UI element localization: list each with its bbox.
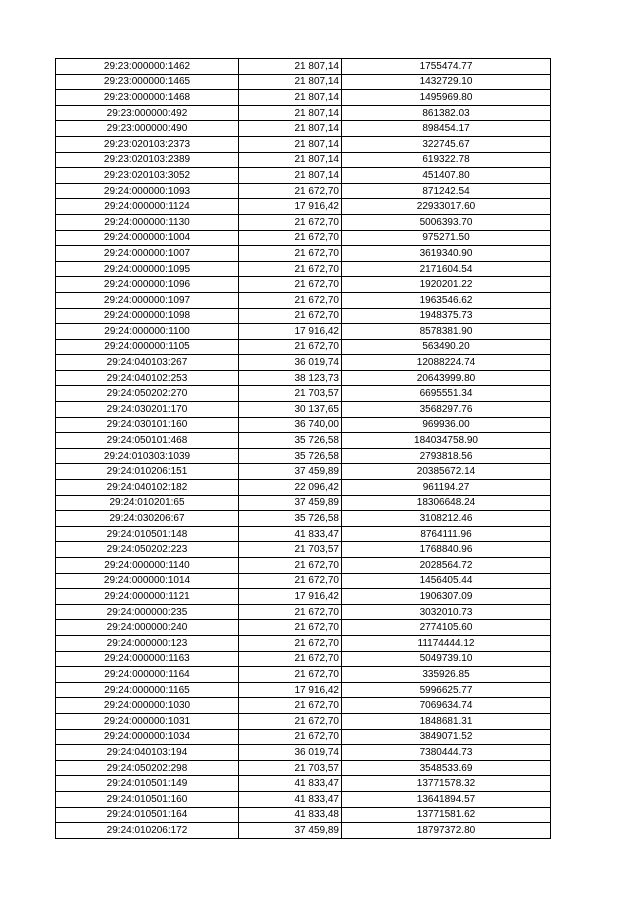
cost-value-cell: 13771581.62 bbox=[342, 807, 551, 823]
table-row bbox=[56, 667, 551, 683]
cadastral-number-cell: 29:24:000000:1031 bbox=[56, 713, 239, 729]
table-row bbox=[56, 152, 551, 168]
area-value-cell: 21 672,70 bbox=[239, 230, 342, 246]
cadastral-number-cell: 29:24:010303:1039 bbox=[56, 448, 239, 464]
cost-value-cell: 322745.67 bbox=[342, 136, 551, 152]
cost-value-cell: 8764111.96 bbox=[342, 526, 551, 542]
table-row bbox=[56, 511, 551, 527]
cadastral-number-cell: 29:24:040102:182 bbox=[56, 480, 239, 496]
table-row bbox=[56, 402, 551, 418]
cost-value-cell: 451407.80 bbox=[342, 168, 551, 184]
table-row bbox=[56, 480, 551, 496]
table-row bbox=[56, 277, 551, 293]
table-row bbox=[56, 807, 551, 823]
area-value-cell: 41 833,47 bbox=[239, 791, 342, 807]
cost-value-cell: 2793818.56 bbox=[342, 448, 551, 464]
cadastral-number-cell: 29:24:030101:160 bbox=[56, 417, 239, 433]
cadastral-number-cell: 29:24:000000:235 bbox=[56, 604, 239, 620]
table-row bbox=[56, 729, 551, 745]
cadastral-number-cell: 29:24:000000:1165 bbox=[56, 682, 239, 698]
cadastral-number-cell: 29:23:000000:1462 bbox=[56, 59, 239, 75]
cost-value-cell: 3032010.73 bbox=[342, 604, 551, 620]
cost-value-cell: 3619340.90 bbox=[342, 246, 551, 262]
table-row bbox=[56, 121, 551, 137]
cost-value-cell: 8578381.90 bbox=[342, 324, 551, 340]
cost-value-cell: 563490.20 bbox=[342, 339, 551, 355]
area-value-cell: 35 726,58 bbox=[239, 433, 342, 449]
cost-value-cell: 1948375.73 bbox=[342, 308, 551, 324]
cadastral-number-cell: 29:23:020103:3052 bbox=[56, 168, 239, 184]
table-row bbox=[56, 464, 551, 480]
table-row bbox=[56, 261, 551, 277]
area-value-cell: 21 672,70 bbox=[239, 651, 342, 667]
area-value-cell: 35 726,58 bbox=[239, 448, 342, 464]
cadastral-number-cell: 29:24:000000:1030 bbox=[56, 698, 239, 714]
table-row bbox=[56, 417, 551, 433]
area-value-cell: 41 833,47 bbox=[239, 526, 342, 542]
area-value-cell: 21 672,70 bbox=[239, 214, 342, 230]
table-row bbox=[56, 168, 551, 184]
table-row bbox=[56, 59, 551, 75]
cadastral-table bbox=[55, 58, 551, 839]
area-value-cell: 21 807,14 bbox=[239, 152, 342, 168]
area-value-cell: 41 833,47 bbox=[239, 776, 342, 792]
cost-value-cell: 1848681.31 bbox=[342, 713, 551, 729]
area-value-cell: 35 726,58 bbox=[239, 511, 342, 527]
cadastral-number-cell: 29:24:000000:240 bbox=[56, 620, 239, 636]
area-value-cell: 21 672,70 bbox=[239, 635, 342, 651]
cadastral-number-cell: 29:24:000000:1014 bbox=[56, 573, 239, 589]
area-value-cell: 21 807,14 bbox=[239, 59, 342, 75]
table-row bbox=[56, 90, 551, 106]
cadastral-number-cell: 29:24:010201:65 bbox=[56, 495, 239, 511]
cadastral-number-cell: 29:24:000000:1121 bbox=[56, 589, 239, 605]
area-value-cell: 21 807,14 bbox=[239, 136, 342, 152]
area-value-cell: 36 019,74 bbox=[239, 745, 342, 761]
cadastral-number-cell: 29:24:030201:170 bbox=[56, 402, 239, 418]
cost-value-cell: 5006393.70 bbox=[342, 214, 551, 230]
area-value-cell: 21 672,70 bbox=[239, 277, 342, 293]
cadastral-number-cell: 29:24:000000:1105 bbox=[56, 339, 239, 355]
cost-value-cell: 861382.03 bbox=[342, 105, 551, 121]
area-value-cell: 21 672,70 bbox=[239, 573, 342, 589]
table-row bbox=[56, 651, 551, 667]
cadastral-number-cell: 29:24:000000:1097 bbox=[56, 292, 239, 308]
table-row bbox=[56, 558, 551, 574]
cadastral-number-cell: 29:24:000000:1130 bbox=[56, 214, 239, 230]
cost-value-cell: 20385672.14 bbox=[342, 464, 551, 480]
cadastral-number-cell: 29:24:010501:160 bbox=[56, 791, 239, 807]
cost-value-cell: 1906307.09 bbox=[342, 589, 551, 605]
cadastral-number-cell: 29:24:000000:1007 bbox=[56, 246, 239, 262]
table-row bbox=[56, 74, 551, 90]
table-row bbox=[56, 526, 551, 542]
area-value-cell: 36 740,00 bbox=[239, 417, 342, 433]
area-value-cell: 21 672,70 bbox=[239, 620, 342, 636]
area-value-cell: 21 672,70 bbox=[239, 558, 342, 574]
cadastral-number-cell: 29:23:000000:490 bbox=[56, 121, 239, 137]
area-value-cell: 21 672,70 bbox=[239, 292, 342, 308]
table-row bbox=[56, 324, 551, 340]
table-row bbox=[56, 573, 551, 589]
cadastral-number-cell: 29:23:000000:492 bbox=[56, 105, 239, 121]
area-value-cell: 21 672,70 bbox=[239, 261, 342, 277]
area-value-cell: 21 672,70 bbox=[239, 339, 342, 355]
table-row bbox=[56, 308, 551, 324]
area-value-cell: 21 703,57 bbox=[239, 386, 342, 402]
cost-value-cell: 1768840.96 bbox=[342, 542, 551, 558]
cadastral-number-cell: 29:24:000000:1095 bbox=[56, 261, 239, 277]
cost-value-cell: 619322.78 bbox=[342, 152, 551, 168]
cadastral-number-cell: 29:23:000000:1468 bbox=[56, 90, 239, 106]
area-value-cell: 37 459,89 bbox=[239, 464, 342, 480]
table-body bbox=[56, 59, 551, 839]
cadastral-number-cell: 29:24:040102:253 bbox=[56, 370, 239, 386]
cadastral-number-cell: 29:24:000000:1163 bbox=[56, 651, 239, 667]
cost-value-cell: 22933017.60 bbox=[342, 199, 551, 215]
area-value-cell: 30 137,65 bbox=[239, 402, 342, 418]
cadastral-number-cell: 29:24:010501:149 bbox=[56, 776, 239, 792]
table-row bbox=[56, 433, 551, 449]
area-value-cell: 37 459,89 bbox=[239, 823, 342, 839]
cost-value-cell: 13641894.57 bbox=[342, 791, 551, 807]
cost-value-cell: 5049739.10 bbox=[342, 651, 551, 667]
cost-value-cell: 871242.54 bbox=[342, 183, 551, 199]
table-row bbox=[56, 745, 551, 761]
table-row bbox=[56, 370, 551, 386]
table-row bbox=[56, 791, 551, 807]
cost-value-cell: 2171604.54 bbox=[342, 261, 551, 277]
cost-value-cell: 6695551.34 bbox=[342, 386, 551, 402]
cadastral-number-cell: 29:24:000000:1164 bbox=[56, 667, 239, 683]
area-value-cell: 21 703,57 bbox=[239, 760, 342, 776]
cadastral-number-cell: 29:24:000000:1004 bbox=[56, 230, 239, 246]
table-row bbox=[56, 604, 551, 620]
area-value-cell: 21 672,70 bbox=[239, 713, 342, 729]
table-row bbox=[56, 713, 551, 729]
area-value-cell: 41 833,48 bbox=[239, 807, 342, 823]
table-row bbox=[56, 230, 551, 246]
cadastral-number-cell: 29:24:010206:151 bbox=[56, 464, 239, 480]
cadastral-number-cell: 29:24:010501:164 bbox=[56, 807, 239, 823]
cadastral-number-cell: 29:24:000000:1096 bbox=[56, 277, 239, 293]
cadastral-number-cell: 29:24:000000:1100 bbox=[56, 324, 239, 340]
area-value-cell: 21 807,14 bbox=[239, 121, 342, 137]
area-value-cell: 21 807,14 bbox=[239, 105, 342, 121]
cadastral-number-cell: 29:24:040103:267 bbox=[56, 355, 239, 371]
area-value-cell: 21 807,14 bbox=[239, 168, 342, 184]
table-row bbox=[56, 183, 551, 199]
area-value-cell: 17 916,42 bbox=[239, 589, 342, 605]
area-value-cell: 21 807,14 bbox=[239, 74, 342, 90]
cadastral-number-cell: 29:24:030206:67 bbox=[56, 511, 239, 527]
cadastral-number-cell: 29:24:050101:468 bbox=[56, 433, 239, 449]
cost-value-cell: 1456405.44 bbox=[342, 573, 551, 589]
cadastral-number-cell: 29:24:010501:148 bbox=[56, 526, 239, 542]
table-row bbox=[56, 760, 551, 776]
table-row bbox=[56, 386, 551, 402]
table-row bbox=[56, 776, 551, 792]
cost-value-cell: 3108212.46 bbox=[342, 511, 551, 527]
table-row bbox=[56, 635, 551, 651]
cadastral-number-cell: 29:23:000000:1465 bbox=[56, 74, 239, 90]
cost-value-cell: 7069634.74 bbox=[342, 698, 551, 714]
area-value-cell: 22 096,42 bbox=[239, 480, 342, 496]
cadastral-number-cell: 29:24:040103:194 bbox=[56, 745, 239, 761]
cost-value-cell: 898454.17 bbox=[342, 121, 551, 137]
cost-value-cell: 3548533.69 bbox=[342, 760, 551, 776]
cost-value-cell: 3568297.76 bbox=[342, 402, 551, 418]
area-value-cell: 17 916,42 bbox=[239, 324, 342, 340]
table-row bbox=[56, 339, 551, 355]
cost-value-cell: 5996625.77 bbox=[342, 682, 551, 698]
cadastral-number-cell: 29:24:050202:270 bbox=[56, 386, 239, 402]
cost-value-cell: 20643999.80 bbox=[342, 370, 551, 386]
cadastral-number-cell: 29:24:050202:223 bbox=[56, 542, 239, 558]
area-value-cell: 21 672,70 bbox=[239, 729, 342, 745]
cost-value-cell: 335926.85 bbox=[342, 667, 551, 683]
cadastral-number-cell: 29:24:000000:1140 bbox=[56, 558, 239, 574]
cost-value-cell: 12088224.74 bbox=[342, 355, 551, 371]
cadastral-number-cell: 29:24:000000:123 bbox=[56, 635, 239, 651]
area-value-cell: 21 703,57 bbox=[239, 542, 342, 558]
area-value-cell: 21 672,70 bbox=[239, 698, 342, 714]
table-row bbox=[56, 199, 551, 215]
table-row bbox=[56, 136, 551, 152]
table-row bbox=[56, 105, 551, 121]
cost-value-cell: 969936.00 bbox=[342, 417, 551, 433]
area-value-cell: 37 459,89 bbox=[239, 495, 342, 511]
cost-value-cell: 2028564.72 bbox=[342, 558, 551, 574]
cadastral-number-cell: 29:23:020103:2389 bbox=[56, 152, 239, 168]
cost-value-cell: 13771578.32 bbox=[342, 776, 551, 792]
area-value-cell: 38 123,73 bbox=[239, 370, 342, 386]
cost-value-cell: 18306648.24 bbox=[342, 495, 551, 511]
cost-value-cell: 11174444.12 bbox=[342, 635, 551, 651]
area-value-cell: 21 672,70 bbox=[239, 246, 342, 262]
area-value-cell: 36 019,74 bbox=[239, 355, 342, 371]
cost-value-cell: 18797372.80 bbox=[342, 823, 551, 839]
table-row bbox=[56, 246, 551, 262]
cost-value-cell: 1432729.10 bbox=[342, 74, 551, 90]
table-row bbox=[56, 823, 551, 839]
cost-value-cell: 975271.50 bbox=[342, 230, 551, 246]
table-row bbox=[56, 682, 551, 698]
cost-value-cell: 2774105.60 bbox=[342, 620, 551, 636]
table-row bbox=[56, 620, 551, 636]
table-row bbox=[56, 448, 551, 464]
table-row bbox=[56, 214, 551, 230]
cost-value-cell: 1963546.62 bbox=[342, 292, 551, 308]
area-value-cell: 21 672,70 bbox=[239, 667, 342, 683]
area-value-cell: 21 672,70 bbox=[239, 308, 342, 324]
cadastral-number-cell: 29:23:020103:2373 bbox=[56, 136, 239, 152]
area-value-cell: 21 672,70 bbox=[239, 604, 342, 620]
cadastral-number-cell: 29:24:010206:172 bbox=[56, 823, 239, 839]
table-row bbox=[56, 542, 551, 558]
area-value-cell: 21 672,70 bbox=[239, 183, 342, 199]
cadastral-number-cell: 29:24:000000:1098 bbox=[56, 308, 239, 324]
area-value-cell: 17 916,42 bbox=[239, 682, 342, 698]
area-value-cell: 21 807,14 bbox=[239, 90, 342, 106]
table-row bbox=[56, 292, 551, 308]
table-row bbox=[56, 589, 551, 605]
cost-value-cell: 7380444.73 bbox=[342, 745, 551, 761]
table-row bbox=[56, 355, 551, 371]
cost-value-cell: 1495969.80 bbox=[342, 90, 551, 106]
cost-value-cell: 184034758.90 bbox=[342, 433, 551, 449]
cost-value-cell: 3849071.52 bbox=[342, 729, 551, 745]
cost-value-cell: 961194.27 bbox=[342, 480, 551, 496]
cadastral-number-cell: 29:24:000000:1034 bbox=[56, 729, 239, 745]
table-row bbox=[56, 495, 551, 511]
cost-value-cell: 1920201.22 bbox=[342, 277, 551, 293]
cost-value-cell: 1755474.77 bbox=[342, 59, 551, 75]
table-row bbox=[56, 698, 551, 714]
cadastral-number-cell: 29:24:000000:1093 bbox=[56, 183, 239, 199]
cadastral-number-cell: 29:24:050202:298 bbox=[56, 760, 239, 776]
area-value-cell: 17 916,42 bbox=[239, 199, 342, 215]
cadastral-number-cell: 29:24:000000:1124 bbox=[56, 199, 239, 215]
